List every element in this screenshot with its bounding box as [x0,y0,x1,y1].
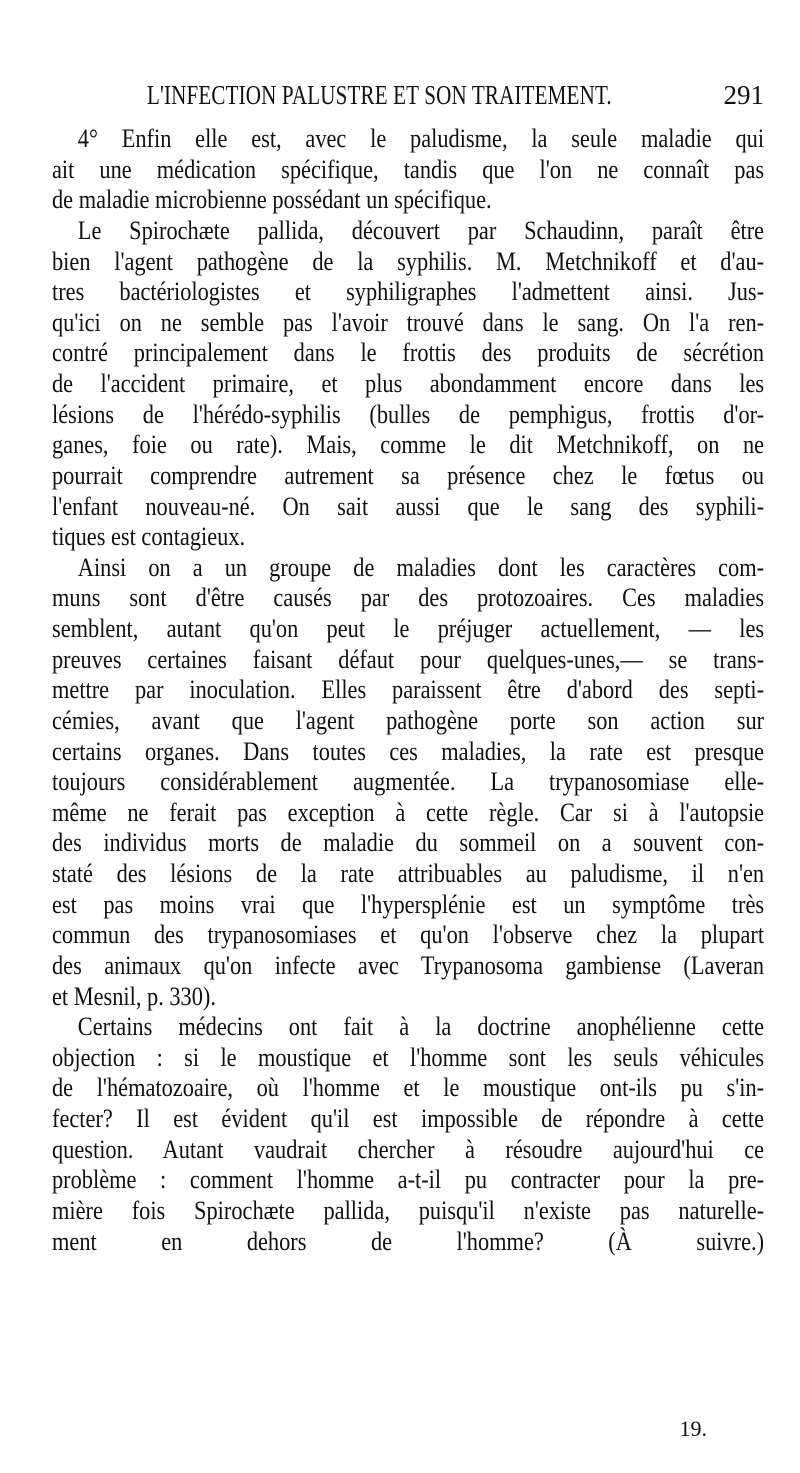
text-line: preuves certaines faisant défaut pour quelques-unes,— se trans- [52,644,765,674]
signature-mark: 19. [679,1416,707,1441]
text-line: tiques est contagieux. [52,522,246,552]
text-line: de l'accident primaire, et plus abondamment encore dans les [52,369,765,398]
running-title: L'INFECTION PALUSTRE ET SON TRAITEMENT. [147,80,612,110]
text-line: des individus morts de maladie du sommeil on a souvent con- [52,828,765,858]
text-line: qu'ici on ne semble pas l'avoir trouvé dans le sang. On l'a ren- [52,307,765,337]
text-line: commun des trypanosomiases et qu'on l'observe chez la plupart [52,920,765,950]
body-text [52,124,764,1257]
text-line: fecter? Il est évident qu'il est impossible de répondre à cette [52,1104,765,1133]
text-line: certains organes. Dans toutes ces maladies, la rate est presque [52,736,765,766]
text-line: ganes, foie ou rate). Mais, comme le dit Metchnikoff, on ne [52,430,765,460]
text-line: objection : si le moustique et l'homme sont les seuls véhicules [52,1042,765,1072]
text-line: semblent, autant qu'on peut le préjuger actuellement, — les [52,614,765,643]
text-line: ait une médication spécifique, tandis que l'on ne connaît pas [52,154,765,184]
text-line: même ne ferait pas exception à cette règle. Car si à l'autopsie [52,797,765,827]
text-line: ment en dehors de l'homme? (À suivre.) [52,1226,765,1256]
text-line: bien l'agent pathogène de la syphilis. M. Metchnikoff et d'au- [52,246,765,276]
text-line: mettre par inoculation. Elles paraissent être d'abord des septi- [52,675,765,705]
text-line: 4° Enfin elle est, avec le paludisme, la seule maladie qui [77,124,765,153]
text-line: tres bactériologistes et syphiligraphes l'admettent ainsi. Jus- [52,277,765,307]
text-line: l'enfant nouveau-né. On sait aussi que le sang des syphili- [52,491,765,521]
text-line: des animaux qu'on infecte avec Trypanosoma gambiense (Laveran [52,950,765,980]
text-line: et Mesnil, p. 330). [52,981,216,1011]
text-line: cémies, avant que l'agent pathogène porte son action sur [52,705,765,735]
text-line: Certains médecins ont fait à la doctrine anophélienne cette [77,1012,765,1042]
text-line: problème : comment l'homme a-t-il pu contracter pour la pre- [52,1165,765,1195]
text-line: lésions de l'hérédo-syphilis (bulles de pemphigus, frottis d'or- [52,399,765,429]
text-line: est pas moins vrai que l'hypersplénie est un symptôme très [52,889,765,919]
text-line: Le Spirochæte pallida, découvert par Schaudinn, paraît être [77,215,765,245]
text-line: mière fois Spirochæte pallida, puisqu'il n'existe pas naturelle- [52,1195,765,1225]
text-line: muns sont d'être causés par des protozoaires. Ces maladies [52,583,765,613]
text-line: pourrait comprendre autrement sa présence chez le fœtus ou [52,460,765,490]
text-line: question. Autant vaudrait chercher à résoudre aujourd'hui ce [52,1134,765,1164]
text-line: Ainsi on a un groupe de maladies dont les caractères com- [77,552,765,582]
text-line: toujours considérablement augmentée. La trypanosomiase elle- [52,767,765,797]
text-line: de maladie microbienne possédant un spécifique. [52,185,492,215]
text-line: staté des lésions de la rate attribuables au paludisme, il n'en [52,859,765,888]
text-line: contré principalement dans le frottis des produits de sécrétion [52,338,765,368]
text-line: de l'hématozoaire, où l'homme et le moustique ont-ils pu s'in- [52,1073,765,1103]
page-number: 291 [723,80,764,110]
running-head [52,80,764,114]
